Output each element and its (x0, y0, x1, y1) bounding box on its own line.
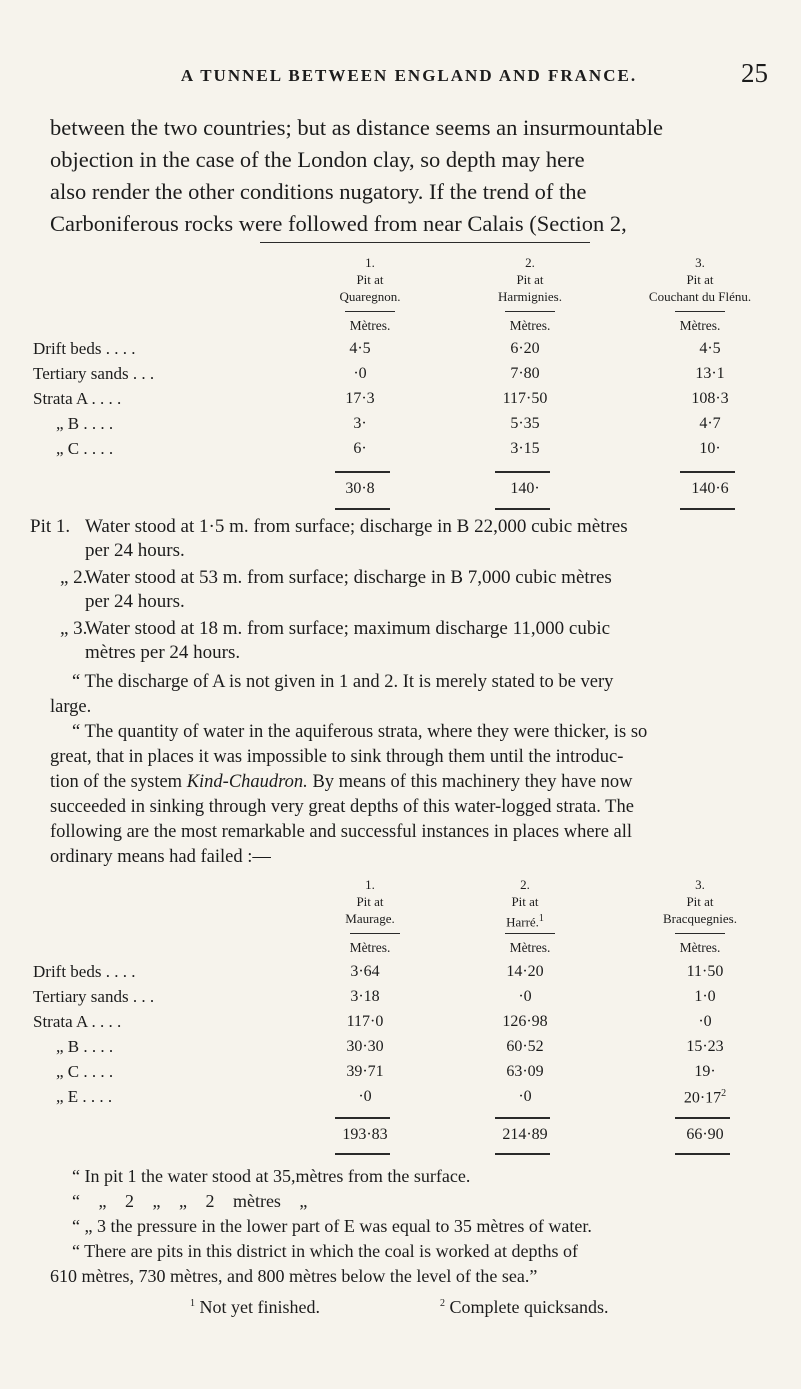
total-cell: 140· (510, 480, 540, 497)
total-cell: 140·6 (691, 480, 729, 497)
pit-note (30, 617, 770, 672)
footnote-text: Not yet finished. (199, 1297, 320, 1317)
row-label: Tertiary sands . . . (33, 364, 155, 383)
intro-line: objection in the case of the London clay, so depth may here (50, 147, 585, 172)
cell: 60·52 (506, 1038, 544, 1055)
column-title: Pit at (516, 272, 544, 287)
cell: 15·23 (686, 1038, 724, 1055)
column-header (470, 254, 590, 305)
table-top-rule (260, 242, 590, 243)
total-rule (680, 508, 735, 510)
quote-line: “ The quantity of water in the aquiferous strata, where they were thicker, is so (72, 722, 648, 742)
column-title: Pit at (356, 894, 384, 909)
unit-label: Mètres. (349, 318, 391, 333)
quote-line: succeeded in sinking through very great depths of this water-logged strata. The (50, 797, 634, 817)
cell: ·0 (518, 1088, 532, 1105)
sum-rule (680, 471, 735, 473)
pit-note-line: mètres per 24 hours. (85, 642, 241, 663)
column-header (320, 876, 420, 927)
cell: ·0 (358, 1088, 372, 1105)
quote-line: ordinary means had failed :— (50, 847, 271, 867)
column-number: 2. (525, 255, 535, 270)
cell: 117·50 (502, 390, 548, 407)
unit-label: Mètres. (679, 940, 721, 955)
column-title: Pit at (686, 894, 714, 909)
cell: 6·20 (510, 340, 540, 357)
pit-note-line: Water stood at 18 m. from surface; maximum discharge 11,000 cubic (85, 618, 611, 639)
footnote-text: Complete quicksands. (449, 1297, 609, 1317)
pit-note-tag: „ 3. (60, 618, 88, 639)
page-number: 25 (741, 58, 768, 88)
unit-label: Mètres. (509, 940, 551, 955)
total-rule (675, 1153, 730, 1155)
total-cell: 30·8 (345, 480, 375, 497)
column-header (475, 876, 575, 930)
quote-line (50, 770, 770, 795)
cell: 108·3 (691, 390, 729, 407)
total-rule (335, 1153, 390, 1155)
sum-rule (335, 471, 390, 473)
unit-label: Mètres. (349, 940, 391, 955)
cell: 7·80 (510, 365, 540, 382)
quote-paragraph (50, 670, 770, 720)
header-underline (675, 311, 725, 312)
cell: 3· (353, 415, 367, 432)
column-title: Pit at (356, 272, 384, 287)
row-label: Drift beds . . . . (33, 339, 136, 358)
intro-line: between the two countries; but as distance seems an insurmountable (50, 115, 663, 140)
system-name: Kind-Chaudron. (186, 772, 308, 792)
text-run: tion of the system (50, 772, 187, 792)
total-rule (495, 508, 550, 510)
pit-note-body (85, 566, 745, 614)
cell: 5·35 (510, 415, 540, 432)
cell: 30·30 (346, 1038, 384, 1055)
cell: 3·64 (350, 963, 380, 980)
column-number: 1. (365, 255, 375, 270)
cell: 17·3 (345, 390, 375, 407)
cell: ·0 (353, 365, 367, 382)
quote-line: large. (50, 697, 92, 717)
quote-line: great, that in places it was impossible to sink through them until the introduc- (50, 747, 624, 767)
text-run: By means of this machinery they have now (307, 772, 633, 792)
closing-line: “ There are pits in this district in which the coal is worked at depths of (72, 1241, 579, 1261)
total-rule (335, 508, 390, 510)
column-place: Quaregnon. (339, 289, 401, 304)
cell: 4·7 (699, 415, 721, 432)
header-underline (505, 311, 555, 312)
footnote-ref: 2 (721, 1088, 727, 1099)
cell: 3·15 (510, 440, 540, 457)
footnote-mark: 1 (190, 1298, 195, 1309)
column-number: 1. (365, 877, 375, 892)
column-header (320, 254, 420, 305)
row-label: Strata A . . . . (33, 1012, 122, 1031)
pit-note (30, 566, 770, 621)
pit-note-line: per 24 hours. (85, 591, 185, 612)
row-label: „ C . . . . (56, 439, 114, 458)
intro-line: Carboniferous rocks were followed from near Calais (Section 2, (50, 211, 627, 236)
total-cell: 214·89 (502, 1126, 548, 1143)
row-label: Strata A . . . . (33, 389, 122, 408)
footnote (190, 1297, 320, 1318)
cell (665, 1088, 745, 1107)
footnote-ref: 1 (538, 913, 544, 924)
pit-note-line: Water stood at 1·5 m. from surface; discharge in B 22,000 cubic mètres (85, 516, 628, 537)
pit-note-body (85, 515, 745, 563)
column-place: Bracquegnies. (662, 911, 737, 926)
column-place: Harmignies. (498, 289, 562, 304)
pit-note-line: per 24 hours. (85, 540, 185, 561)
cell: 11·50 (686, 963, 724, 980)
header-underline (345, 311, 395, 312)
column-header (630, 876, 770, 927)
intro-line: also render the other conditions nugatory. If the trend of the (50, 179, 587, 204)
unit-label: Mètres. (679, 318, 721, 333)
row-label: Tertiary sands . . . (33, 987, 155, 1006)
total-cell: 66·90 (686, 1126, 724, 1143)
total-rule (495, 1153, 550, 1155)
column-place (475, 910, 575, 930)
row-label: „ C . . . . (56, 1062, 114, 1081)
column-title: Pit at (511, 894, 539, 909)
cell: 117·0 (346, 1013, 384, 1030)
cell: ·0 (518, 988, 532, 1005)
column-place: Couchant du Flénu. (648, 289, 752, 304)
row-label: „ B . . . . (56, 1037, 114, 1056)
pit-note-body (85, 617, 745, 665)
cell: 13·1 (695, 365, 725, 382)
column-header (610, 254, 790, 305)
quote-line: following are the most remarkable and successful instances in places where all (50, 822, 633, 842)
cell: 14·20 (506, 963, 544, 980)
column-number: 3. (695, 877, 705, 892)
row-label: „ E . . . . (56, 1087, 113, 1106)
footnote-mark: 2 (440, 1298, 445, 1309)
cell: ·0 (698, 1013, 712, 1030)
column-title: Pit at (686, 272, 714, 287)
pit-note-tag: Pit 1. (30, 516, 71, 537)
cell: 39·71 (346, 1063, 384, 1080)
column-number: 2. (520, 877, 530, 892)
column-number: 3. (695, 255, 705, 270)
cell: 126·98 (502, 1013, 548, 1030)
place-text: Harré. (506, 914, 539, 930)
pit-note (30, 515, 770, 570)
page-header (50, 58, 768, 98)
footnote (440, 1297, 608, 1318)
cell: 1·0 (694, 988, 716, 1005)
column-place: Maurage. (345, 911, 395, 926)
running-title: A TUNNEL BETWEEN ENGLAND AND FRANCE. (180, 66, 638, 85)
pit-note-tag: „ 2. (60, 567, 88, 588)
closing-line: “ In pit 1 the water stood at 35,mètres from the surface. (72, 1166, 471, 1186)
cell: 6· (353, 440, 367, 457)
cell: 19· (694, 1063, 716, 1080)
cell: 63·09 (506, 1063, 544, 1080)
sum-rule (495, 1117, 550, 1119)
sum-rule (675, 1117, 730, 1119)
header-underline (350, 933, 400, 934)
sum-rule (495, 471, 550, 473)
unit-label: Mètres. (509, 318, 551, 333)
cell: 3·18 (350, 988, 380, 1005)
cell: 4·5 (349, 340, 371, 357)
total-cell: 193·83 (342, 1126, 388, 1143)
row-label: Drift beds . . . . (33, 962, 136, 981)
header-underline (675, 933, 725, 934)
closing-line: “ „ 2 „ „ 2 mètres „ (72, 1191, 308, 1211)
closing-line: “ „ 3 the pressure in the lower part of E was equal to 35 mètres of water. (72, 1216, 592, 1236)
row-label: „ B . . . . (56, 414, 114, 433)
quote-line: “ The discharge of A is not given in 1 and 2. It is merely stated to be very (72, 672, 614, 692)
cell: 4·5 (699, 340, 721, 357)
quote-paragraph (50, 720, 770, 870)
cell: 10· (699, 440, 721, 457)
sum-rule (335, 1117, 390, 1119)
pit-note-line: Water stood at 53 m. from surface; discharge in B 7,000 cubic mètres (85, 567, 612, 588)
cell-value: 20·17 (683, 1089, 722, 1107)
closing-line: 610 mètres, 730 mètres, and 800 mètres below the level of the sea.” (50, 1266, 538, 1286)
header-underline (505, 933, 555, 934)
closing-paragraph (50, 1164, 770, 1289)
